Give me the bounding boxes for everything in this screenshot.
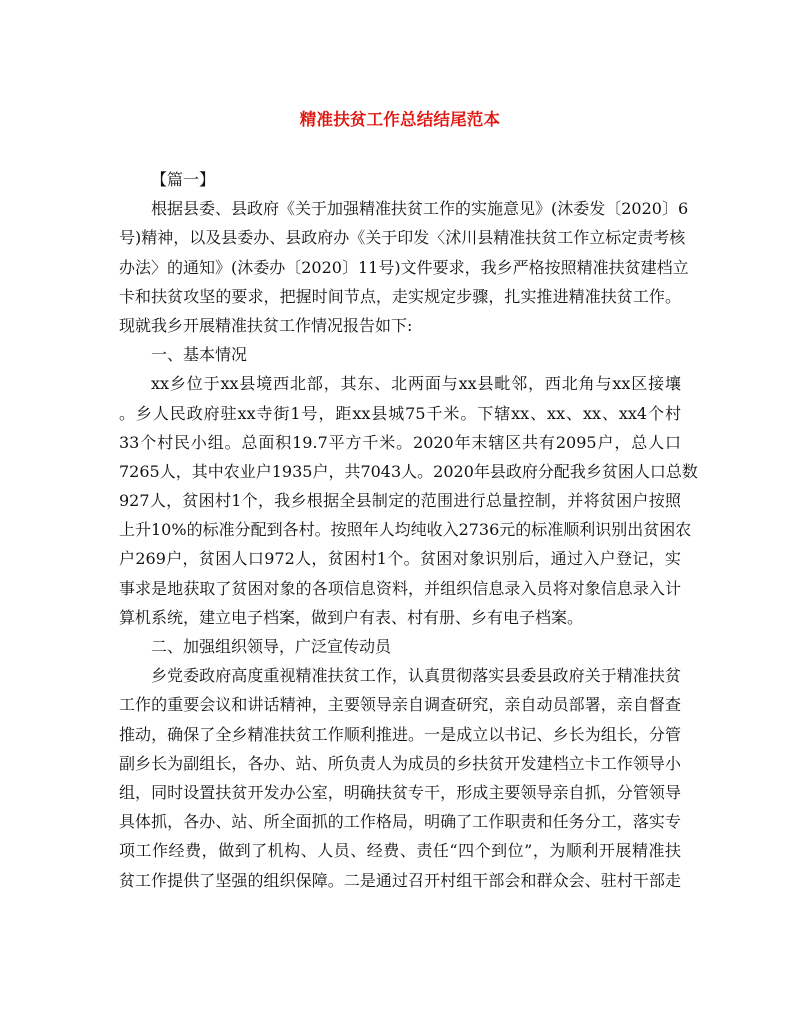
paragraph-line: 推动，确保了全乡精准扶贫工作顺利推进。一是成立以书记、乡长为组长，分管 — [119, 724, 681, 744]
paragraph-line: 33个村民小组。总面积19.7平方千米。2020年末辖区共有2095户，总人口 — [119, 432, 681, 452]
paragraph-line: 户269户，贫困人口972人，贫困村1个。贫困对象识别后，通过入户登记，实 — [119, 549, 681, 569]
paragraph-line: 乡党委政府高度重视精准扶贫工作，认真贯彻落实县委县政府关于精准扶贫 — [151, 666, 681, 686]
paragraph-line: 根据县委、县政府《关于加强精准扶贫工作的实施意见》(沐委发〔2020〕6 — [151, 199, 689, 219]
paragraph-line: 上升10%的标准分配到各村。按照年人均纯收入2736元的标准顺利识别出贫困农 — [119, 520, 692, 540]
section-label: 【篇一】 — [151, 170, 216, 189]
section-heading: 二、加强组织领导，广泛宣传动员 — [151, 637, 392, 656]
paragraph-line: 贫工作提供了坚强的组织保障。二是通过召开村组干部会和群众会、驻村干部走 — [119, 870, 681, 890]
paragraph-line: 事求是地获取了贫困对象的各项信息资料，并组织信息录入员将对象信息录入计 — [119, 578, 681, 598]
paragraph-line: 现就我乡开展精准扶贫工作情况报告如下: — [119, 315, 413, 335]
paragraph-line: 副乡长为副组长，各办、站、所负责人为成员的乡扶贫开发建档立卡工作领导小 — [119, 753, 681, 773]
paragraph-line: 项工作经费，做到了机构、人员、经费、责任“四个到位”，为顺利开展精准扶 — [119, 841, 681, 861]
paragraph-line: 算机系统，建立电子档案，做到户有表、村有册、乡有电子档案。 — [119, 607, 584, 627]
paragraph-line: 7265人，其中农业户1935户，共7043人。2020年县政府分配我乡贫困人口总数 — [119, 461, 698, 481]
paragraph-line: 卡和扶贫攻坚的要求，把握时间节点，走实规定步骤，扎实推进精准扶贫工作。 — [119, 286, 681, 306]
paragraph-line: 具体抓，各办、站、所全面抓的工作格局，明确了工作职责和任务分工，落实专 — [119, 812, 681, 832]
paragraph-line: 办法〉的通知》(沐委办〔2020〕11号)文件要求，我乡严格按照精准扶贫建档立 — [119, 257, 689, 277]
paragraph-line: 。乡人民政府驻xx寺街1号，距xx县城75千米。下辖xx、xx、xx、xx4个村 — [119, 403, 681, 423]
section-heading: 一、基本情况 — [151, 345, 248, 365]
paragraph-line: 927人，贫困村1个，我乡根据全县制定的范围进行总量控制，并将贫困户按照 — [119, 491, 681, 511]
paragraph-line: 组，同时设置扶贫开发办公室，明确扶贫专干，形成主要领导亲自抓，分管领导 — [119, 782, 681, 802]
paragraph-line: xx乡位于xx县境西北部，其东、北两面与xx县毗邻，西北角与xx区接壤 — [151, 374, 681, 394]
paragraph-line: 工作的重要会议和讲话精神，主要领导亲自调查研究，亲自动员部署，亲自督查 — [119, 695, 681, 715]
paragraph-line: 号)精神，以及县委办、县政府办《关于印发〈沭川县精准扶贫工作立标定责考核 — [119, 228, 686, 248]
document-body — [119, 165, 698, 895]
document-title: 精准扶贫工作总结结尾范本 — [299, 110, 501, 129]
